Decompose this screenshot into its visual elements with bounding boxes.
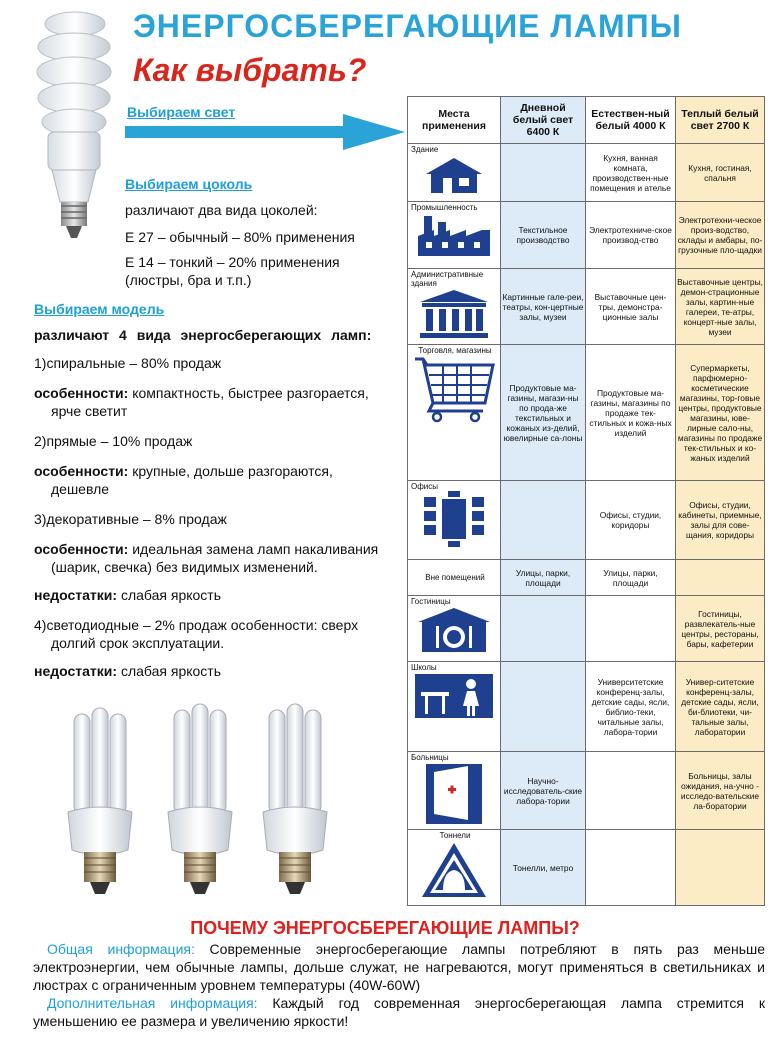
table-row (408, 345, 765, 481)
model-item-1: 1)спиральные – 80% продаж (34, 355, 222, 371)
meeting-table-icon (409, 491, 499, 549)
table-cell-c2 (501, 662, 586, 752)
table-cell-c4 (676, 830, 765, 906)
model-item-5: 3)декоративные – 8% продаж (34, 511, 227, 527)
restaurant-icon (409, 606, 499, 656)
table-row (408, 830, 765, 906)
model-item-2: особенности: компактность, быстрее разгорается, ярче светит (34, 385, 369, 419)
why-title: ПОЧЕМУ ЭНЕРГОСБЕРЕГАЮЩИЕ ЛАМПЫ? (190, 918, 580, 938)
spiral-lamp-image (30, 2, 120, 242)
header-warm: Теплый белый свет 2700 К (676, 97, 765, 144)
table-cell-c4: Офисы, студии, кабинеты, приемные, залы для сове-щания, коридоры (676, 481, 765, 560)
table-cell-c4: Кухня, гостиная, спальня (676, 144, 765, 202)
table-row (408, 560, 765, 596)
place-label: Школы (411, 663, 437, 672)
table-cell-c3: Кухня, ванная комната, производствен-ные помещения и ателье (586, 144, 676, 202)
table-cell-c4: Больницы, залы ожидания, на-учно - исследо-вательские ла-боратории (676, 752, 765, 830)
arrow-right-icon (125, 114, 405, 150)
table-row (408, 752, 765, 830)
table-cell-c3: Улицы, парки, площади (586, 560, 676, 596)
model-item-6: особенности: идеальная замена ламп накаливания (шарик, свечка) без видимых изменений. (34, 541, 379, 575)
table-cell-c3: Выставочные цен-тры, демонстра-ционные залы (586, 269, 676, 345)
model-item-3: 2)прямые – 10% продаж (34, 433, 193, 449)
page-subtitle: Как выбрать? (133, 52, 367, 88)
place-cell (408, 269, 501, 345)
place-cell (408, 345, 501, 481)
table-cell-c2: Картинные гале-реи, театры, кон-цертные залы, музеи (501, 269, 586, 345)
place-cell (408, 560, 501, 596)
table-cell-c2 (501, 481, 586, 560)
table-cell-c2: Текстильное производство (501, 202, 586, 269)
table-cell-c2: Научно-исследователь-ские лабора-тории (501, 752, 586, 830)
shopping-cart-icon (409, 355, 499, 425)
table-header-row (408, 97, 765, 144)
table-row (408, 596, 765, 662)
straight-lamps-image (62, 700, 352, 905)
table-cell-c2: Тонелли, метро (501, 830, 586, 906)
model-description (34, 326, 390, 686)
table-cell-c2 (501, 144, 586, 202)
place-cell (408, 752, 501, 830)
table-row (408, 202, 765, 269)
factory-icon (409, 212, 499, 258)
general-info: Общая информация: Современные энергосберегающие лампы потребляют в пять раз меньше электроэнергии, чем обычные лампы, дольше служат, не нагреваются, могут применяться в светильниках и люстрах с ограниченным уровнем температуры (40W-60W) (33, 941, 766, 993)
table-cell-c4: Выставочные центры, демон-страционные залы, картин-ные галереи, те-атры, концерт-ные залы, музеи (676, 269, 765, 345)
model-item-4: особенности: крупные, дольше разгораются, дешевле (34, 463, 333, 497)
header-places: Места применения (408, 97, 501, 144)
table-cell-c3: Офисы, студии, коридоры (586, 481, 676, 560)
section-choose-model: Выбираем модель (34, 301, 165, 317)
place-label: Гостиницы (411, 597, 451, 606)
table-cell-c4 (676, 560, 765, 596)
table-cell-c4: Универ-ситетские конференц-залы, детские сады, ясли, би-блиотеки, чи-тальные залы, лаборатории (676, 662, 765, 752)
base-e27: Е 27 – обычный – 80% применения (125, 229, 355, 245)
table-cell-c3 (586, 752, 676, 830)
tunnel-sign-icon (409, 840, 499, 902)
model-item-8: 4)светодиодные – 2% продаж особенности: сверх долгий срок эксплуатации. (34, 617, 359, 651)
table-cell-c3 (586, 596, 676, 662)
page-title: ЭНЕРГОСБЕРЕГАЮЩИЕ ЛАМПЫ (133, 8, 682, 44)
section-choose-base: Выбираем цоколь (125, 176, 253, 192)
place-label: Тоннели (439, 831, 471, 840)
table-cell-c2: Улицы, парки, площади (501, 560, 586, 596)
model-intro: различают 4 вида энергосберегающих ламп: (34, 327, 372, 343)
base-intro: различают два вида цоколей: (125, 202, 318, 218)
hospital-door-icon (409, 762, 499, 828)
house-icon (409, 154, 499, 196)
table-row (408, 144, 765, 202)
extra-info: Дополнительная информация: Каждый год современная энергосберегающая лампа стремится к уменьшению ее размера и увеличению яркости! (33, 995, 765, 1029)
table-row (408, 662, 765, 752)
table-cell-c3 (586, 830, 676, 906)
place-cell (408, 596, 501, 662)
table-cell-c3: Продуктовые ма-газины, магазины по продаже тек-стильных и кожа-ных изделий (586, 345, 676, 481)
place-cell (408, 202, 501, 269)
place-cell (408, 481, 501, 560)
place-label: Промышленность (411, 203, 478, 212)
table-cell-c4: Электротехни-ческое произ-водство, склады и амбары, по-грузочные пло-щадки (676, 202, 765, 269)
lamp-application-table (407, 96, 765, 906)
table-cell-c4: Гостиницы, развлекатель-ные центры, рестораны, бары, кафетерии (676, 596, 765, 662)
table-row (408, 481, 765, 560)
place-label: Здание (411, 145, 439, 154)
why-text (33, 940, 765, 1030)
place-label: Вне помещений (425, 573, 485, 582)
section-choose-light: Выбираем свет (127, 104, 236, 120)
header-daylight: Дневной белый свет 6400 К (501, 97, 586, 144)
place-label: Административные здания (411, 270, 484, 288)
place-cell (408, 830, 501, 906)
place-label: Офисы (411, 482, 439, 491)
school-teacher-icon (409, 672, 499, 722)
model-item-7: недостатки: слабая яркость (34, 587, 222, 603)
table-row (408, 269, 765, 345)
place-cell (408, 662, 501, 752)
place-label: Торговля, магазины (418, 346, 492, 355)
place-cell (408, 144, 501, 202)
table-cell-c2 (501, 596, 586, 662)
table-cell-c3: Университетские конференц-залы, детские сады, ясли, библио-теки, читальные залы, лабора-тории (586, 662, 676, 752)
columns-building-icon (409, 288, 499, 342)
model-item-9: недостатки: слабая яркость (34, 663, 222, 679)
place-label: Больницы (411, 753, 449, 762)
base-e14: Е 14 – тонкий – 20% применения (люстры, бра и т.п.) (125, 254, 340, 288)
table-cell-c3: Электротехниче-ское производ-ство (586, 202, 676, 269)
header-natural: Естествен-ный белый 4000 К (586, 97, 676, 144)
table-cell-c2: Продуктовые ма-газины, магази-ны по прода-же текстильных и кожаных из-делий, ювелирные са-лоны (501, 345, 586, 481)
table-cell-c4: Супермаркеты, парфюмерно-косметические магазины, тор-говые центры, продуктовые магазины, юве-лирные сало-ны, магазины по продаже тек-стильных и ко-жаных изделий (676, 345, 765, 481)
